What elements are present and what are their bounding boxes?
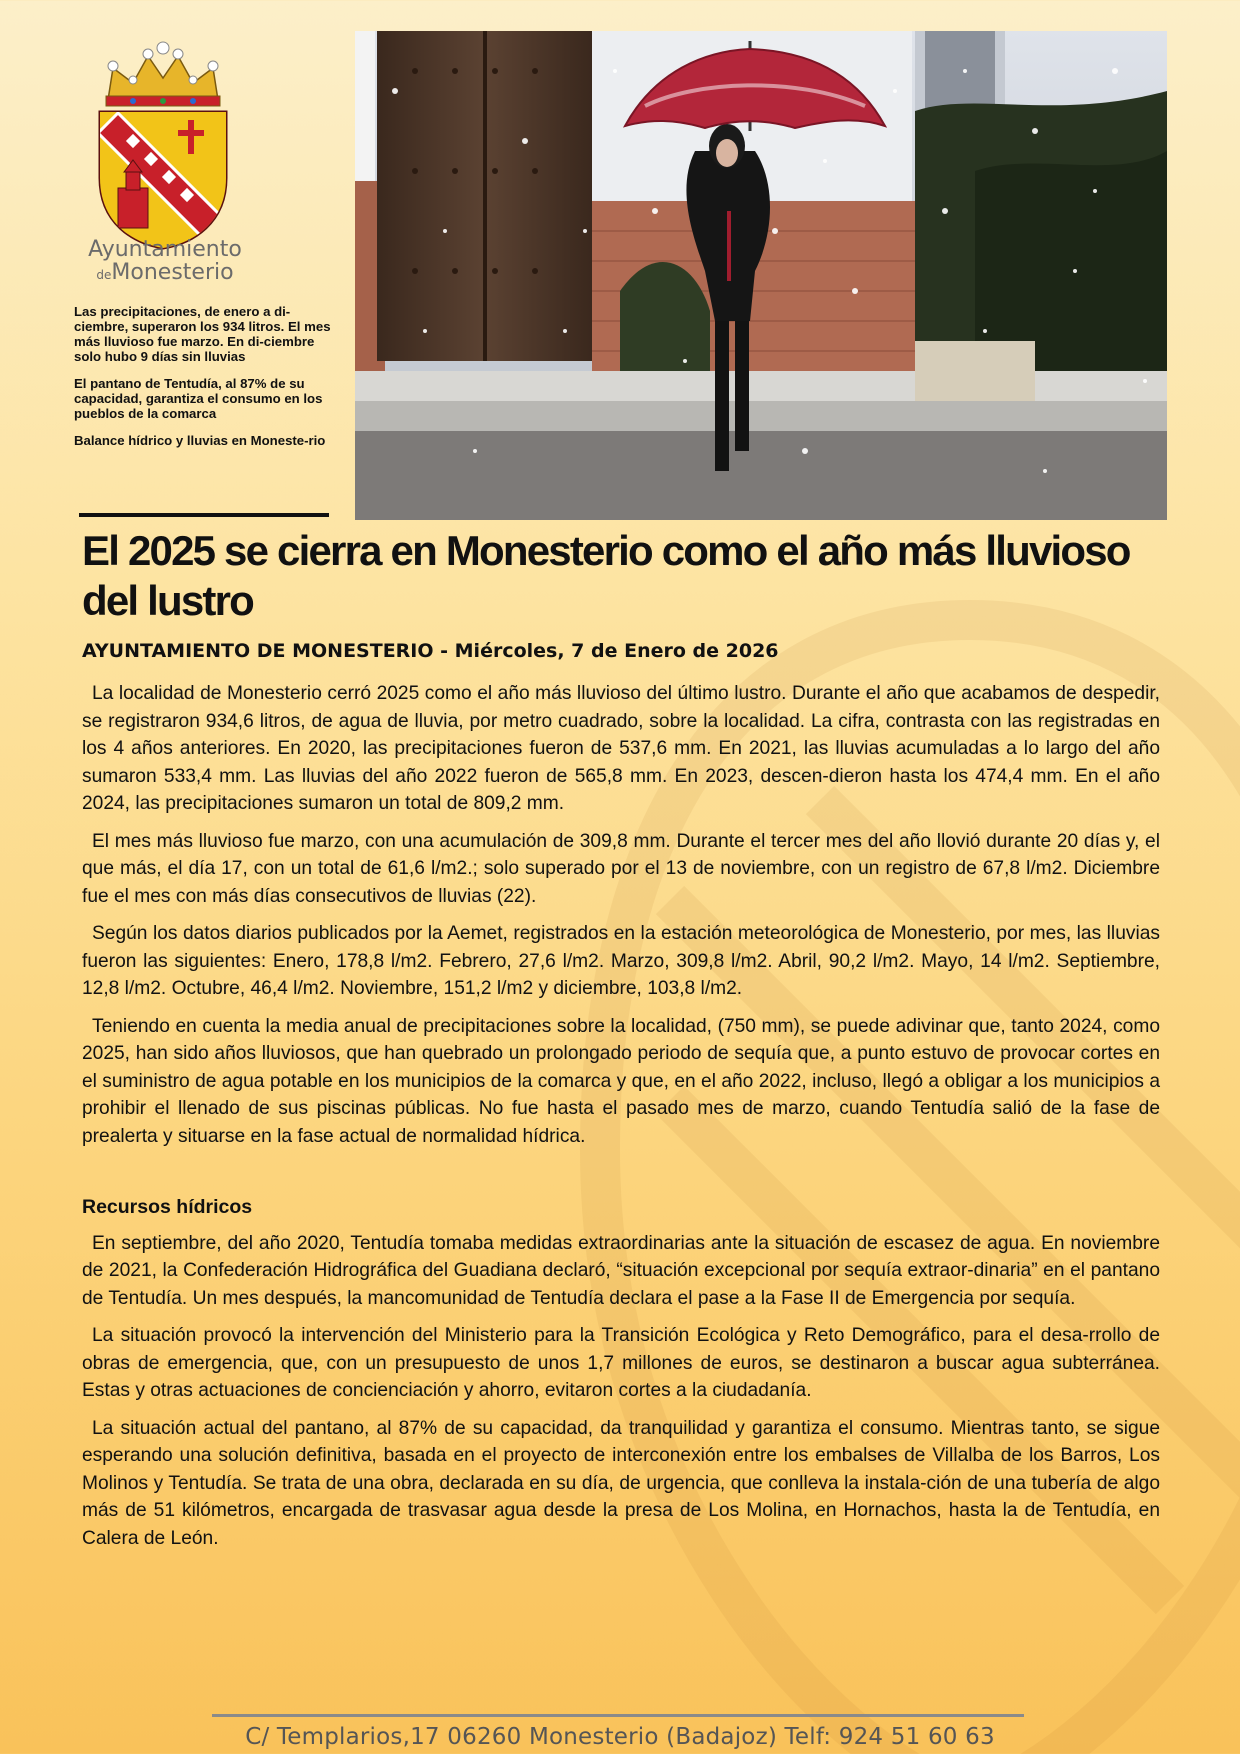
article-paragraph: Teniendo en cuenta la media anual de precipitaciones sobre la localidad, (750 mm), se puede adivinar que, tanto 2024, como 2025, han sido años lluviosos, que han quebrado un prolongado periodo de sequía que, a punto estuvo de provocar cortes en el suministro de agua potable en los municipios de la comarca y que, en el año 2022, incluso, llegó a obligar a los municipios a prohibir el llenado de sus piscinas públicas. No fue hasta el pasado mes de marzo, cuando Tentudía salió de la fase de prealerta y situarse en la fase actual de normalidad hídrica. [82, 1015, 1160, 1147]
article-paragraph: El mes más lluvioso fue marzo, con una acumulación de 309,8 mm. Durante el tercer mes del año llovió durante 20 días y, el que más, el día 17, con un total de 61,6 l/m2.; solo superado por el 13 de noviembre, con un registro de 67,8 l/m2. Diciembre fue el mes con más días consecutivos de lluvias (22). [82, 830, 1160, 907]
article-paragraph: La situación actual del pantano, al 87% de su capacidad, da tranquilidad y garantiza el consumo. Mientras tanto, se sigue esperando una solución definitiva, basada en el proyecto de interconexión entre los embalses de Villalba de los Barros, Los Molinos y Tentudía. Se trata de una obra, declarada en su día, de urgencia, que conlleva la instala-ción de una tubería de algo más de 51 kilómetros, encargada de trasvasar agua desde la presa de Los Molina, en Hornachos, hasta la de Tentudía, en Calera de León. [82, 1417, 1160, 1549]
headline: El 2025 se cierra en Monesterio como el año más lluvioso del lustro [82, 527, 1130, 624]
headline-divider [79, 513, 329, 517]
name-prefix: de [96, 268, 112, 283]
footer-divider [212, 1714, 1024, 1717]
article-paragraph: En septiembre, del año 2020, Tentudía tomaba medidas extraordinarias ante la situación de escasez de agua. En noviembre de 2021, la Confederación Hidrográfica del Guadiana declaró, “situación excepcional por sequía extraor-dinaria” en el pantano de Tentudía. Un mes después, la mancomunidad de Tentudía declara el pase a la Fase II de Emergencia por sequía. [82, 1232, 1160, 1309]
article-paragraph: La localidad de Monesterio cerró 2025 como el año más lluvioso del último lustro. Durante el año que acabamos de despedir, se registraron 934,6 litros, de agua de lluvia, por metro cuadrado, sobre la localidad. La cifra, contrasta con las registradas en los 4 años anteriores. En 2020, las precipitaciones fueron de 537,6 mm. En 2021, las lluvias acumuladas a lo largo del año sumaron 533,4 mm. Las lluvias del año 2022 fueron de 565,8 mm. En 2023, descen-dieron hasta los 474,4 mm. En el año 2024, las precipitaciones sumaron un total de 809,2 mm. [82, 683, 1160, 814]
town-hall-name-line2 [70, 261, 260, 284]
name-town: Monesterio [111, 260, 234, 286]
byline: AYUNTAMIENTO DE MONESTERIO - Miércoles, 7 de Enero de 2026 [82, 640, 779, 662]
summary-item: El pantano de Tentudía, al 87% de su capacidad, garantiza el consumo en los pueblos de la comarca [74, 376, 323, 421]
article-body [82, 680, 1160, 1562]
section-heading: Recursos hídricos [82, 1196, 253, 1218]
summary-item: Las precipitaciones, de enero a di-ciembre, superaron los 934 litros. El mes más lluvioso fue marzo. En di-ciembre solo hubo 9 días sin lluvias [74, 304, 331, 364]
article-paragraph: Según los datos diarios publicados por la Aemet, registrados en la estación meteorológica de Monesterio, por mes, las lluvias fueron las siguientes: Enero, 178,8 l/m2. Febrero, 27,6 l/m2. Marzo, 309,8 l/m2. Abril, 90,2 l/m2. Mayo, 14 l/m2. Septiembre, 12,8 l/m2. Octubre, 46,4 l/m2. Noviembre, 151,2 l/m2 y diciembre, 103,8 l/m2. [82, 923, 1160, 999]
summary-column [74, 304, 336, 460]
snow-umbrella-photo [355, 31, 1167, 520]
footer-address: C/ Templarios,17 06260 Monesterio (Badajoz) Telf: 924 51 60 63 [245, 1724, 995, 1750]
summary-item: Balance hídrico y lluvias en Moneste-rio [74, 433, 326, 448]
town-hall-name [70, 238, 260, 284]
town-hall-name-line1: Ayuntamiento [88, 237, 242, 262]
article-paragraph: La situación provocó la intervención del Ministerio para la Transición Ecológica y Reto Demográfico, para el desa-rrollo de obras de emergencia, que, con un presupuesto de unos 1,7 millones de euros, se destinaron a buscar agua subterránea. Estas y otras actuaciones de concienciación y ahorro, evitaron cortes a la ciudadanía. [82, 1325, 1160, 1401]
crown-icon [106, 42, 220, 106]
